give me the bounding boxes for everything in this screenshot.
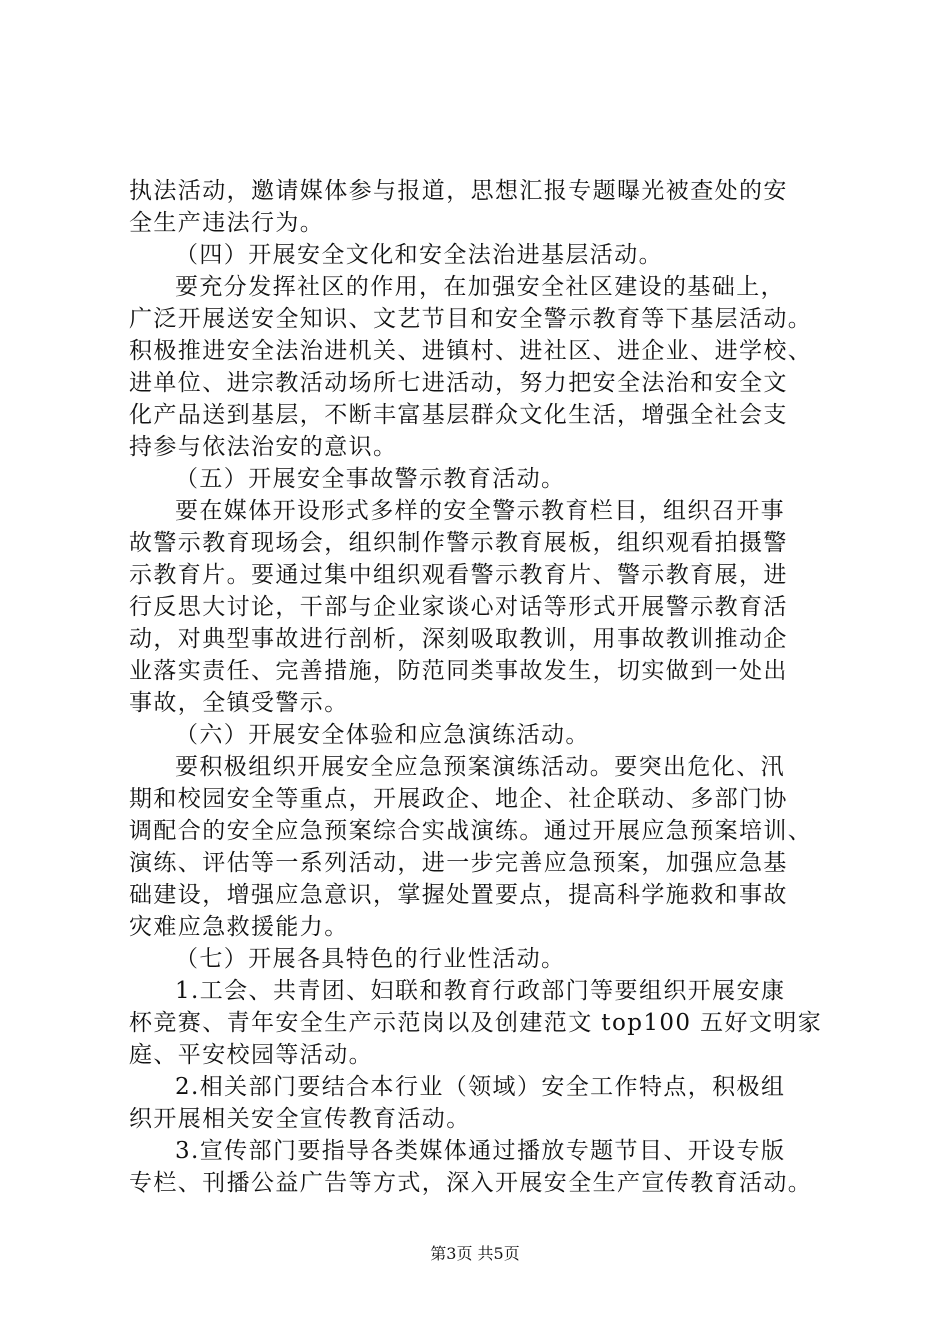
text-line: 化产品送到基层，不断丰富基层群众文化生活，增强全社会支: [129, 402, 788, 428]
text-line: 进单位、进宗教活动场所七进活动，努力把安全法治和安全文: [129, 370, 788, 396]
text-line: 庭、平安校园等活动。: [129, 1042, 373, 1068]
section-heading: （四）开展安全文化和安全法治进基层活动。: [175, 242, 663, 268]
text-line: 演练、评估等一系列活动，进一步完善应急预案，加强应急基: [129, 850, 788, 876]
text-line: 执法活动，邀请媒体参与报道，思想汇报专题曝光被查处的安: [129, 178, 788, 204]
text-line: 广泛开展送安全知识、文艺节目和安全警示教育等下基层活动。: [129, 306, 813, 332]
section-heading: （六）开展安全体验和应急演练活动。: [175, 722, 590, 748]
text-line: 全生产违法行为。: [129, 210, 325, 236]
list-item: 1.工会、共青团、妇联和教育行政部门等要组织开展安康: [175, 978, 786, 1004]
text-line: 织开展相关安全宣传教育活动。: [129, 1106, 471, 1132]
text-line: 调配合的安全应急预案综合实战演练。通过开展应急预案培训、: [129, 818, 813, 844]
text-line: 要在媒体开设形式多样的安全警示教育栏目，组织召开事: [175, 498, 785, 524]
page-number: 第3页 共5页: [430, 1244, 520, 1263]
list-item: 2.相关部门要结合本行业（领域）安全工作特点，积极组: [175, 1074, 786, 1100]
text-line: 故警示教育现场会，组织制作警示教育展板，组织观看拍摄警: [129, 530, 788, 556]
list-item: 3.宣传部门要指导各类媒体通过播放专题节目、开设专版: [175, 1138, 786, 1164]
text-line: 持参与依法治安的意识。: [129, 434, 398, 460]
document-body: [129, 175, 835, 1199]
text-line: 础建设，增强应急意识，掌握处置要点，提高科学施救和事故: [129, 882, 788, 908]
text-line: 行反思大讨论，干部与企业家谈心对话等形式开展警示教育活: [129, 594, 788, 620]
text-line: 业落实责任、完善措施，防范同类事故发生，切实做到一处出: [129, 658, 788, 684]
text-line: 积极推进安全法治进机关、进镇村、进社区、进企业、进学校、: [129, 338, 813, 364]
text-line: 要充分发挥社区的作用，在加强安全社区建设的基础上，: [175, 274, 785, 300]
text-line: 期和校园安全等重点，开展政企、地企、社企联动、多部门协: [129, 786, 788, 812]
section-heading: （七）开展各具特色的行业性活动。: [175, 946, 566, 972]
text-line: 要积极组织开展安全应急预案演练活动。要突出危化、汛: [175, 754, 785, 780]
text-line: 专栏、刊播公益广告等方式，深入开展安全生产宣传教育活动。: [129, 1170, 813, 1196]
text-line: 动，对典型事故进行剖析，深刻吸取教训，用事故教训推动企: [129, 626, 788, 652]
text-line: 杯竞赛、青年安全生产示范岗以及创建范文 top100 五好文明家: [129, 1010, 823, 1036]
text-line: 示教育片。要通过集中组织观看警示教育片、警示教育展，进: [129, 562, 788, 588]
text-line: 事故，全镇受警示。: [129, 690, 349, 716]
section-heading: （五）开展安全事故警示教育活动。: [175, 466, 566, 492]
text-line: 灾难应急救援能力。: [129, 914, 349, 940]
